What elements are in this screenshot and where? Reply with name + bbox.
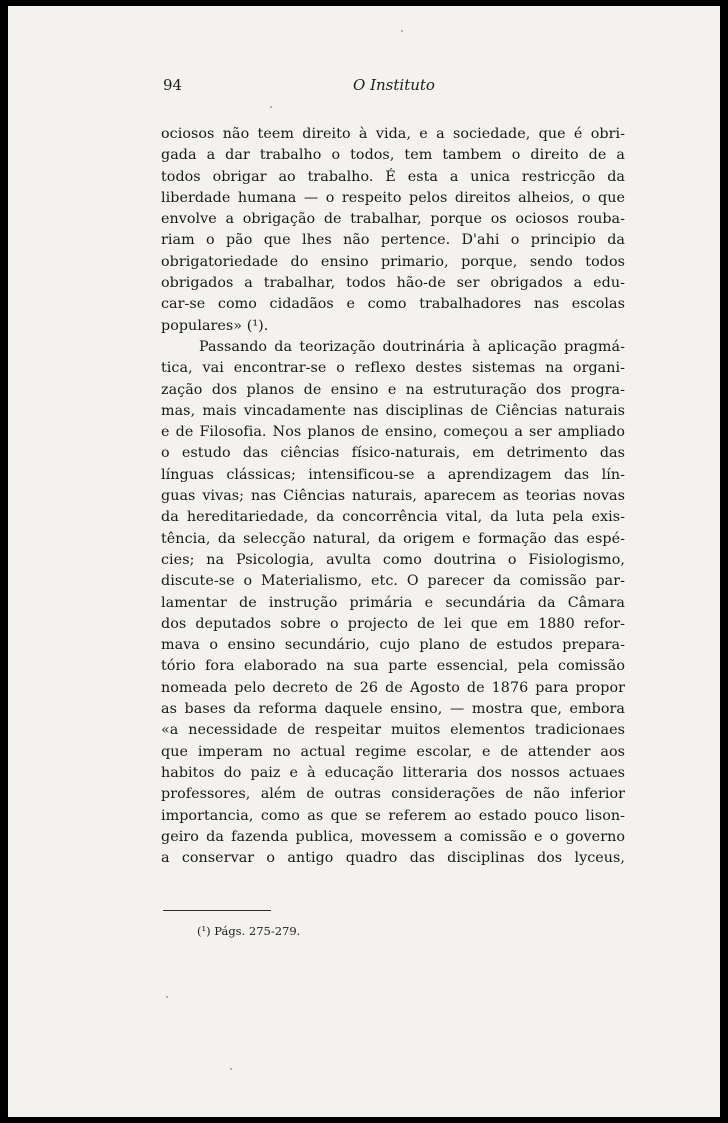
text-line: mas, mais vincadamente nas disciplinas de Ciências naturais	[161, 402, 625, 419]
text-line: dos deputados sobre o projecto de lei que em 1880 refor-	[161, 615, 625, 632]
text-line: obrigatoriedade do ensino primario, porque, sendo todos	[161, 253, 625, 270]
text-line: tência, da selecção natural, da origem e formação das espé-	[161, 530, 625, 547]
text-line: cies; na Psicologia, avulta como doutrina o Fisiologismo,	[161, 551, 625, 568]
scan-speck	[401, 30, 403, 32]
text-line: «a necessidade de respeitar muitos elementos tradicionaes	[161, 722, 625, 739]
page-number: 94	[163, 76, 183, 94]
text-line: gada a dar trabalho o todos, tem tambem o direito de a	[161, 147, 625, 164]
text-line: as bases da reforma daquele ensino, — mostra que, embora	[161, 701, 625, 718]
text-line: liberdade humana — o respeito pelos direitos alheios, o que	[161, 189, 625, 206]
text-line: habitos do paiz e à educação litteraria dos nossos actuaes	[161, 764, 625, 781]
scanned-page	[8, 6, 720, 1117]
text-line: nomeada pelo decreto de 26 de Agosto de 1876 para propor	[161, 679, 625, 696]
text-line: tório fora elaborado na sua parte essencial, pela comissão	[161, 658, 625, 675]
text-line: ociosos não teem direito à vida, e a sociedade, que é obri-	[161, 126, 625, 142]
text-line: da hereditariedade, da concorrência vital, da luta pela exis-	[161, 509, 625, 526]
text-line: a conservar o antigo quadro das disciplinas dos lyceus,	[161, 850, 625, 867]
text-line: todos obrigar ao trabalho. É esta a unica restricção da	[161, 168, 625, 185]
text-line: que imperam no actual regime escolar, e de attender aos	[161, 743, 625, 760]
text-line: car-se como cidadãos e como trabalhadores nas escolas	[161, 296, 625, 313]
text-line: obrigados a trabalhar, todos hão-de ser obrigados a edu-	[161, 275, 625, 292]
text-line: geiro da fazenda publica, movessem a comissão e o governo	[161, 828, 625, 845]
running-title: O Instituto	[353, 76, 435, 94]
scan-speck	[230, 1068, 232, 1070]
text-line: lamentar de instrução primária e secundária da Câmara	[161, 594, 625, 611]
page-header	[163, 76, 625, 100]
text-line: o estudo das ciências físico-naturais, em detrimento das	[161, 445, 625, 462]
text-line: professores, além de outras considerações de não inferior	[161, 786, 625, 803]
text-line: tica, vai encontrar-se o reflexo destes sistemas na organi-	[161, 360, 625, 377]
text-line: riam o pão que lhes não pertence. D'ahi o principio da	[161, 232, 625, 249]
paragraph-1	[161, 124, 625, 337]
footnote-rule	[163, 910, 271, 911]
scan-speck	[270, 106, 272, 108]
text-line: guas vivas; nas Ciências naturais, aparecem as teorias novas	[161, 488, 625, 505]
footnote: (¹) Págs. 275-279.	[197, 924, 301, 938]
paragraph-2	[161, 337, 625, 869]
text-line: Passando da teorização doutrinária à aplicação pragmá-	[199, 338, 625, 355]
text-line: línguas clássicas; intensificou-se a aprendizagem das lín-	[161, 466, 625, 483]
text-line: envolve a obrigação de trabalhar, porque os ociosos rouba-	[161, 211, 625, 228]
text-line: discute-se o Materialismo, etc. O parecer da comissão par-	[161, 573, 625, 590]
scan-speck	[166, 996, 168, 998]
body-text	[161, 124, 625, 869]
text-line: mava o ensino secundário, cujo plano de estudos prepara-	[161, 637, 625, 654]
text-line: e de Filosofia. Nos planos de ensino, começou a ser ampliado	[161, 424, 625, 441]
text-line: zação dos planos de ensino e na estruturação dos progra-	[161, 381, 625, 398]
text-line: populares» (¹).	[161, 317, 269, 334]
text-line: importancia, como as que se referem ao estado pouco lison-	[161, 807, 625, 824]
